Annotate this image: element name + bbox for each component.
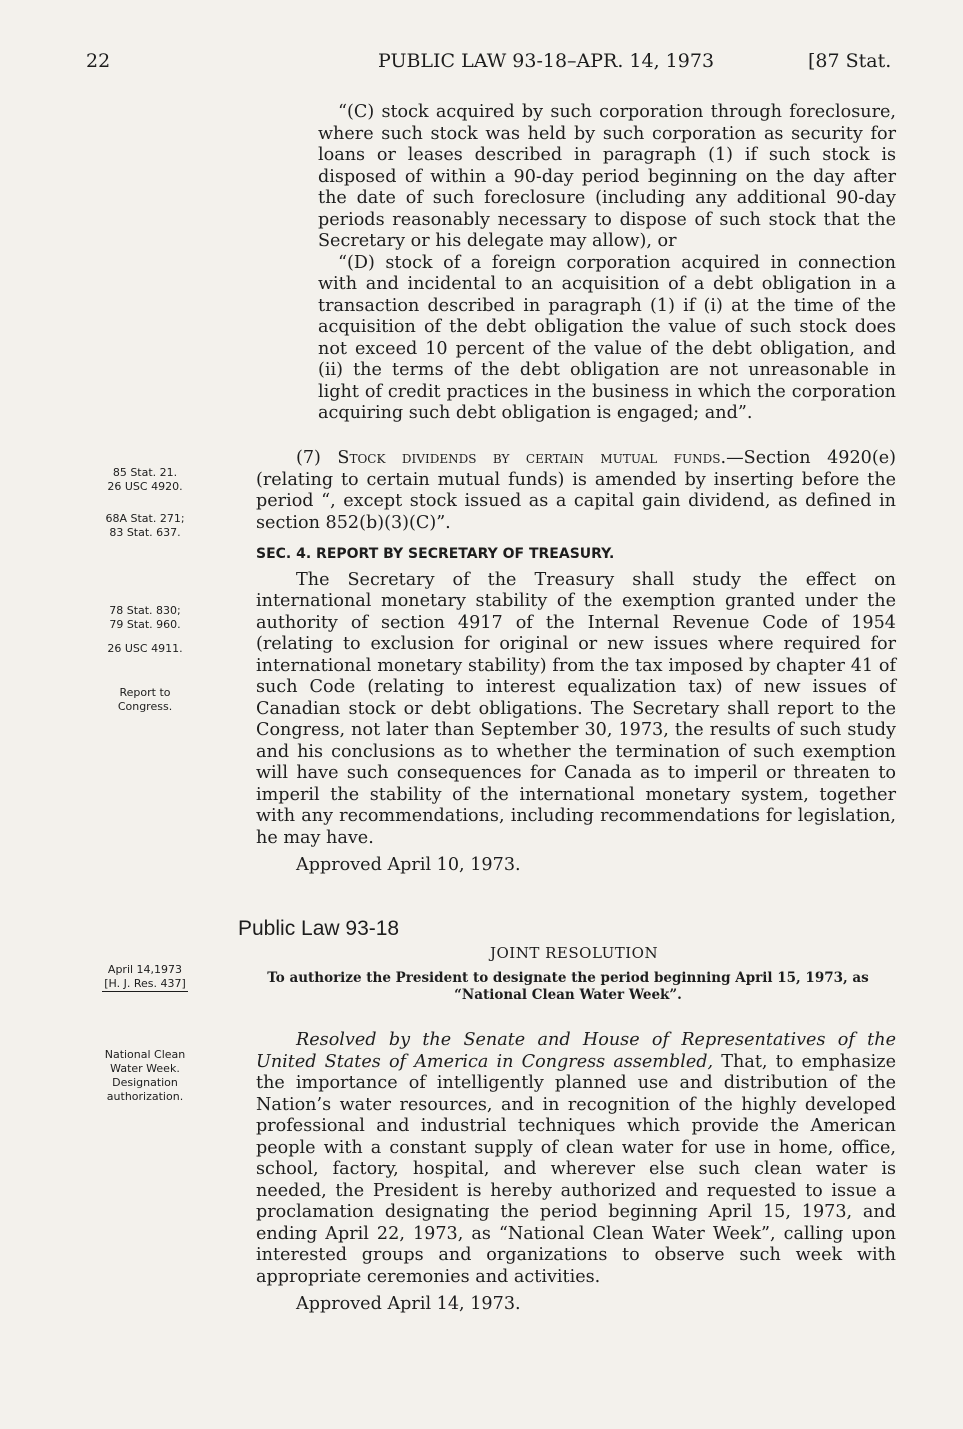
paragraph-7-text: —Section 4920(e) (relating to certain mutual funds) is amended by inserting before the period “, except stock issued as a capital gain dividend, as defined in section 852(b)(3)(C)”. — [256, 448, 896, 533]
paragraph-7-number: (7) — [296, 448, 321, 468]
paragraph-7 — [256, 448, 896, 534]
approved-date-1: Approved April 10, 1973. — [296, 855, 521, 875]
margin-note-date: April 14,1973 [H. J. Res. 437] — [104, 963, 186, 990]
margin-note-usc: 26 USC 4911. — [107, 642, 183, 655]
running-title: PUBLIC LAW 93-18–APR. 14, 1973 — [378, 50, 715, 72]
margin-note-stat-3: 78 Stat. 830; 79 Stat. 960. — [109, 604, 181, 631]
margin-note-report: Report to Congress. — [117, 686, 173, 713]
section-4 — [256, 536, 896, 877]
resolving-clause: Resolved by the Senate and House of Representatives of the United States of America in Congress assembled, — [256, 1030, 896, 1072]
joint-resolution-title: JOINT RESOLUTION — [490, 944, 659, 962]
resolution-body — [256, 1030, 896, 1316]
section-4-heading: SEC. 4. REPORT BY SECRETARY OF TREASURY. — [256, 546, 615, 562]
section-4-text: The Secretary of the Treasury shall study the effect on international monetary stability of the exemption granted under the authority of section 4917 of the Internal Revenue Code of 1954 (relating to exclusion for original or new issues where required for international monetary stability) from the tax imposed by chapter 41 of such Code (relating to interest equalization tax) of new issues of Canadian stock or debt obligations. The Secretary shall report to the Congress, not later than September 30, 1973, the results of such study and his conclusions as to whether the termination of such exemption will have such consequences for Canada as to imperil or threaten to imperil the stability of the international monetary system, together with any recommendations, including recommendations for legislation, he may have. — [256, 569, 896, 848]
margin-note-stat-1: 85 Stat. 21. 26 USC 4920. — [107, 466, 183, 493]
margin-note-stat-2: 68A Stat. 271; 83 Stat. 637. — [105, 512, 185, 539]
page-number: 22 — [86, 50, 111, 72]
paragraph-7-heading: Stock dividends by certain mutual funds. — [337, 448, 727, 468]
approved-date-2: Approved April 14, 1973. — [296, 1294, 521, 1314]
margin-note-designation: National Clean Water Week. Designation authorization. — [104, 1048, 186, 1103]
public-law-heading: Public Law 93-18 — [238, 917, 400, 940]
stat-reference: [87 Stat. — [808, 50, 892, 72]
paragraph-c: “(C) stock acquired by such corporation through foreclosure, where such stock was held by such corporation as security for loans or leases described in paragraph (1) if such stock is disposed of within a 90-day period beginning on the day after the date of such foreclosure (including any additional 90-day periods reasonably necessary to dispose of such stock that the Secretary or his delegate may allow), or — [318, 102, 896, 251]
resolution-text: That, to emphasize the importance of intelligently planned use and distribution of the Nation’s water resources, and in recognition of the highly developed professional and industrial techniques which provide the American people with a constant supply of clean water for use in home, office, school, factory, hospital, and wherever else such clean water is needed, the President is hereby authorized and requested to issue a proclamation designating the period beginning April 15, 1973, and ending April 22, 1973, as “National Clean Water Week”, calling upon interested groups and organizations to observe such week with appropriate ceremonies and activities. — [256, 1051, 896, 1287]
page-header — [0, 50, 963, 86]
joint-resolution-description: To authorize the President to designate the period beginning April 15, 1973, as “National Clean Water Week”. — [267, 970, 869, 1003]
paragraph-d: “(D) stock of a foreign corporation acquired in connection with and incidental to an acquisition of a debt obligation in a transaction described in paragraph (1) if (i) at the time of the acquisition of the debt obligation the value of such stock does not exceed 10 percent of the value of the debt obligation, and (ii) the terms of the debt obligation are not unreasonable in light of credit practices in the business in which the corporation acquiring such debt obligation is engaged; and”. — [318, 252, 896, 423]
quoted-amendment-block — [318, 102, 896, 425]
